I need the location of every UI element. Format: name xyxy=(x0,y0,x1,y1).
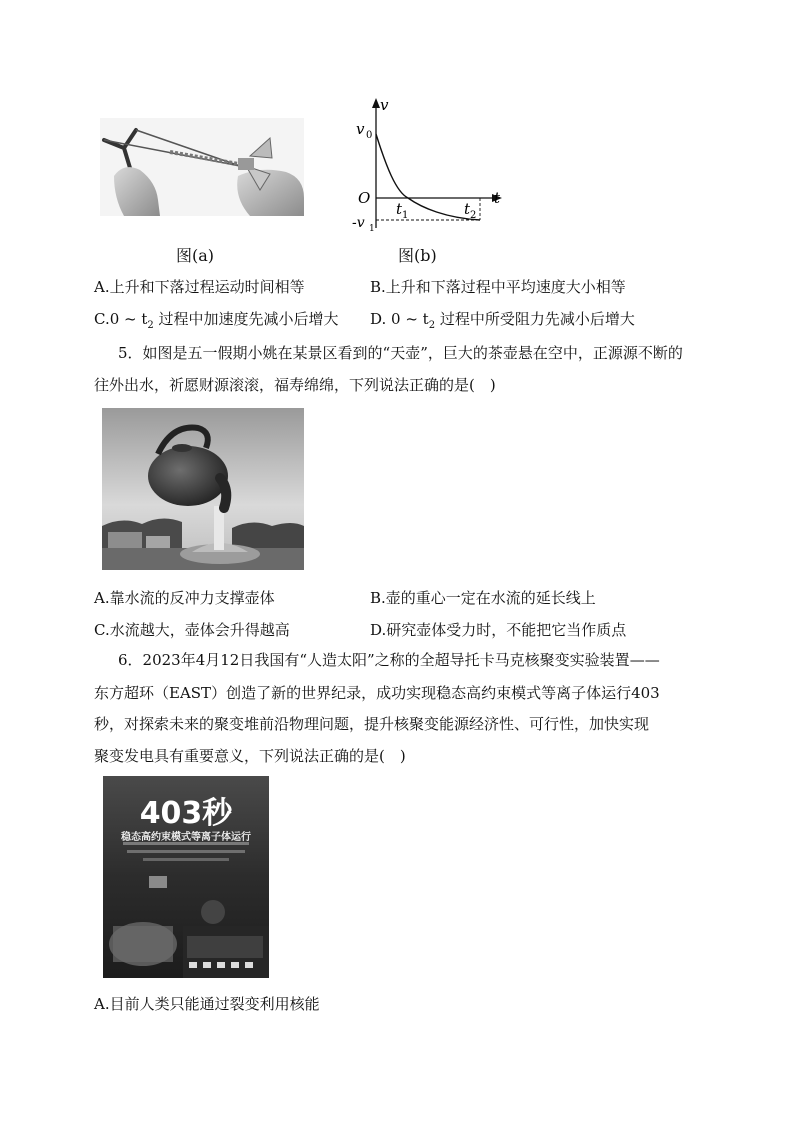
q5-option-b: B.壶的重心一定在水流的延长线上 xyxy=(370,589,596,607)
q5-stem-line1: 5．如图是五一假期小姚在某景区看到的“天壶”，巨大的茶壶悬在空中，正源源不断的 xyxy=(118,344,683,362)
t1-label: t xyxy=(396,200,403,218)
figure-a-caption: 图(a) xyxy=(176,246,215,265)
q4-option-b: B.上升和下落过程中平均速度大小相等 xyxy=(370,278,626,296)
origin-label: O xyxy=(358,189,371,207)
poster-subhead: 稳态高约束模式等离子体运行 xyxy=(121,832,251,843)
t-axis-label: t xyxy=(494,189,501,207)
q6-option-a: A.目前人类只能通过裂变利用核能 xyxy=(94,995,320,1013)
t2-subscript: 2 xyxy=(470,210,477,221)
velocity-time-graph xyxy=(352,96,512,236)
v-axis-label: v xyxy=(380,96,389,114)
q5-stem-line2: 往外出水，祈愿财源滚滚，福寿绵绵，下列说法正确的是( ) xyxy=(94,376,496,394)
neg-v1-label: -v xyxy=(352,215,365,231)
v0-label: v xyxy=(356,120,365,138)
teapot-fountain-photo xyxy=(102,408,304,570)
q6-stem-line2: 东方超环（EAST）创造了新的世界纪录，成功实现稳态高约束模式等离子体运行403 xyxy=(94,684,660,702)
slingshot-photo xyxy=(100,118,304,216)
q4-option-a: A.上升和下落过程运动时间相等 xyxy=(94,278,305,296)
poster-headline: 403秒 xyxy=(139,796,233,831)
q5-option-d: D.研究壶体受力时，不能把它当作质点 xyxy=(370,621,627,639)
v-axis-arrow xyxy=(372,98,380,108)
q4-option-c: C.0 ~ $t_2$ 过程中加速度先减小后增大 xyxy=(94,310,339,331)
figure-b-caption: 图(b) xyxy=(398,246,437,265)
t1-subscript: 1 xyxy=(402,210,409,221)
q6-stem-line3: 秒，对探索未来的聚变堆前沿物理问题，提升核聚变能源经济性、可行性，加快实现 xyxy=(94,715,650,733)
v0-subscript: 0 xyxy=(366,130,373,141)
t2-label: t xyxy=(464,200,471,218)
q6-stem-line1: 6．2023年4月12日我国有“人造太阳”之称的全超导托卡马克核聚变实验装置—— xyxy=(118,651,660,669)
q5-option-c: C.水流越大，壶体会升得越高 xyxy=(94,621,290,639)
q4-option-d: D. 0 ~ $t_2$ 过程中所受阻力先减小后增大 xyxy=(370,310,635,331)
east-record-poster xyxy=(103,776,269,978)
q6-stem-line4: 聚变发电具有重要意义，下列说法正确的是( ) xyxy=(94,747,406,765)
q5-option-a: A.靠水流的反冲力支撑壶体 xyxy=(94,589,275,607)
neg-v1-subscript: 1 xyxy=(369,224,375,234)
